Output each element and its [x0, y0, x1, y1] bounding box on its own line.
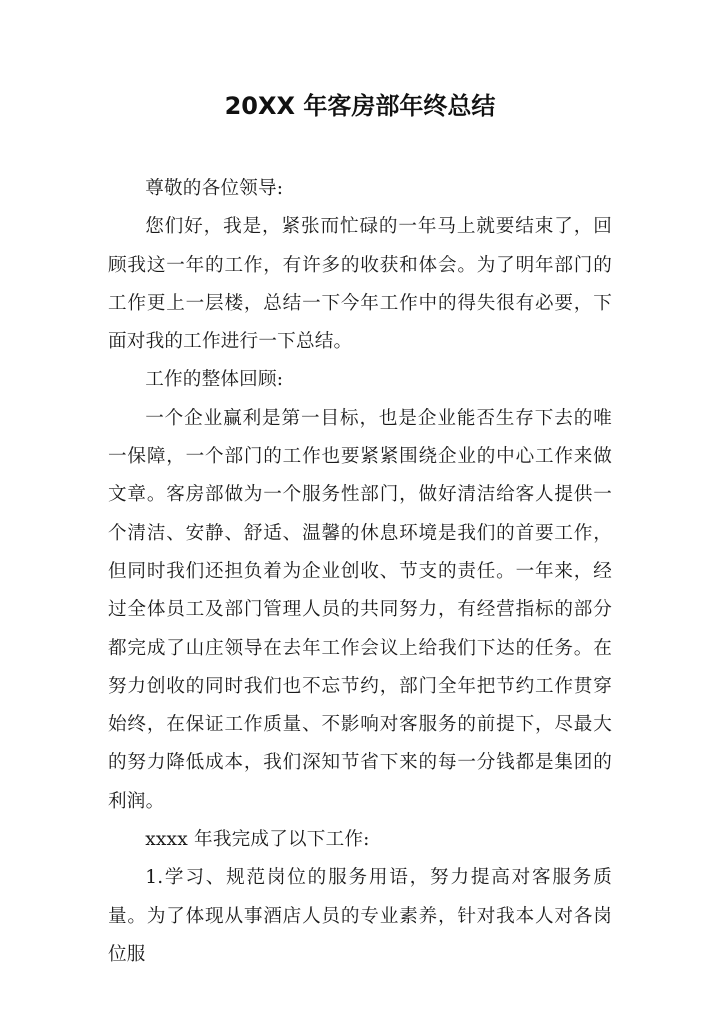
- document-body: [108, 170, 612, 974]
- paragraph-review-heading: 工作的整体回顾:: [145, 369, 284, 391]
- paragraph-review-body: 一个企业赢利是第一目标，也是企业能否生存下去的唯一保障，一个部门的工作也要紧紧围绕企业的中心工作来做文章。客房部做为一个服务性部门，做好清洁给客人提供一个清洁、安静、舒适、温馨的休息环境是我们的首要工作，但同时我们还担负着为企业创收、节支的责任。一年来，经过全体员工及部门管理人员的共同努力，有经营指标的部分都完成了山庄领导在去年工作会议上给我们下达的任务。在努力创收的同时我们也不忘节约，部门全年把节约工作贯穿始终，在保证工作质量、不影响对客服务的前提下，尽最大的努力降低成本，我们深知节省下来的每一分钱都是集团的利润。: [108, 407, 612, 812]
- paragraph-item-1: 1.学习、规范岗位的服务用语，努力提高对客服务质量。为了体现从事酒店人员的专业素养，针对我本人对各岗位服: [108, 867, 612, 965]
- paragraph-completed-heading: xxxx 年我完成了以下工作:: [145, 829, 370, 851]
- document-title: 20XX 年客房部年终总结: [224, 92, 496, 120]
- paragraph-salutation: 尊敬的各位领导:: [145, 178, 284, 199]
- paragraph-greeting: 您们好，我是，紧张而忙碌的一年马上就要结束了，回顾我这一年的工作，有许多的收获和体会。为了明年部门的工作更上一层楼，总结一下今年工作中的得失很有必要，下面对我的工作进行一下总结。: [108, 216, 612, 353]
